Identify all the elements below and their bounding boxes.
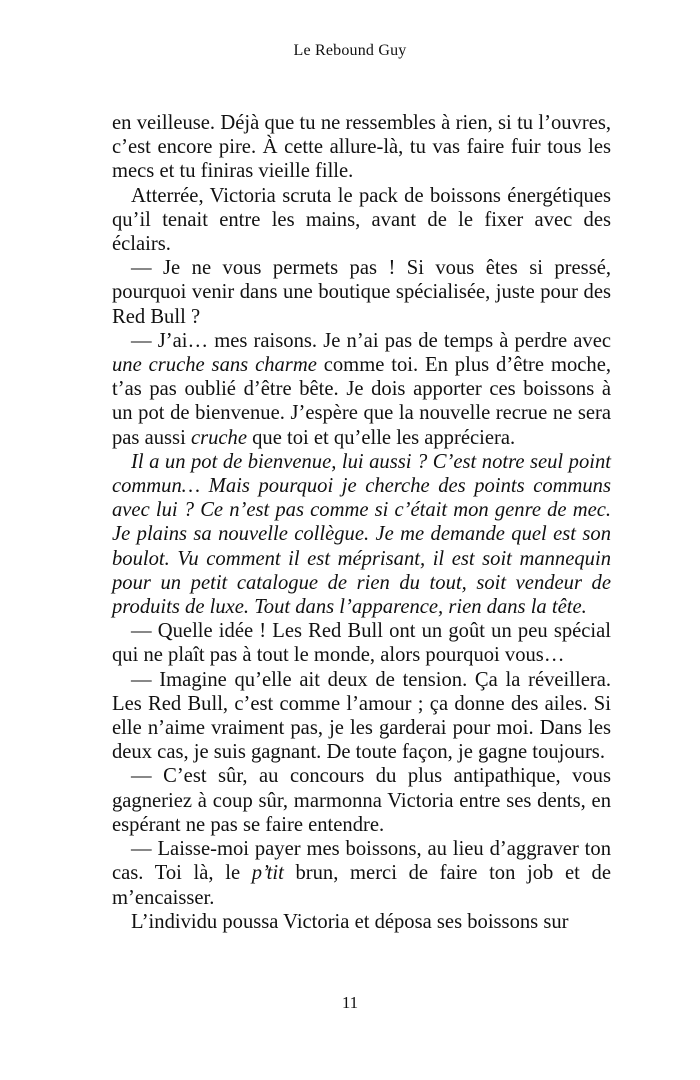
running-header: Le Rebound Guy	[293, 42, 407, 59]
italic-run: une cruche sans charme	[112, 354, 317, 377]
body-text	[112, 111, 611, 934]
paragraph: — C’est sûr, au concours du plus antipathique, vous gagneriez à coup sûr, marmonna Victoria entre ses dents, en espérant ne pas se faire entendre.	[112, 765, 611, 836]
paragraph: — Imagine qu’elle ait deux de tension. Ça la réveillera. Les Red Bull, c’est comme l’amour ; ça donne des ailes. Si elle n’aime vraiment pas, je les garderai pour moi. Dans les deux cas, je suis gagnant. De toute façon, je gagne toujours.	[112, 668, 611, 764]
text-run: que toi et qu’elle les appréciera.	[246, 426, 516, 449]
text-run: brun, merci de faire ton job et de m’encaisser.	[112, 862, 611, 909]
paragraph: en veilleuse. Déjà que tu ne ressembles à rien, si tu l’ouvres, c’est encore pire. À cette allure-là, tu vas faire fuir tous les mecs et tu finiras vieille fille.	[112, 112, 611, 183]
italic-run: cruche	[190, 426, 247, 449]
paragraph: Atterrée, Victoria scruta le pack de boissons énergétiques qu’il tenait entre les mains, avant de le fixer avec des éclairs.	[112, 184, 611, 256]
paragraph: — Je ne vous permets pas ! Si vous êtes si pressé, pourquoi venir dans une boutique spécialisée, juste pour des Red Bull ?	[112, 257, 611, 328]
italic-run: p’tit	[251, 862, 284, 885]
paragraph: L’individu poussa Victoria et déposa ses boissons sur	[131, 910, 569, 933]
paragraph: — Quelle idée ! Les Red Bull ont un goût un peu spécial qui ne plaît pas à tout le monde, alors pourquoi vous…	[112, 620, 611, 667]
paragraph	[112, 837, 611, 910]
text-run: — J’ai… mes raisons. Je n’ai pas de temps à perdre avec	[131, 329, 611, 352]
text-run: — Laisse-moi payer mes boissons, au lieu d’aggraver ton cas. Toi là, le	[112, 838, 611, 885]
paragraph	[112, 329, 611, 450]
page-number: 11	[341, 993, 359, 1012]
text-run: comme toi. En plus d’être moche, t’as pas oublié d’être bête. Je dois apporter ces boissons à un pot de bienvenue. J’espère que la nouvelle recrue ne sera pas aussi	[112, 354, 611, 449]
inner-monologue-paragraph: Il a un pot de bienvenue, lui aussi ? C’est notre seul point commun… Mais pourquoi je cherche des points communs avec lui ? Ce n’est pas comme si c’était mon genre de mec. Je plains sa nouvelle collègue. Je me demande quel est son boulot. Vu comment il est méprisant, il est soit mannequin pour un petit catalogue de rien du tout, soit vendeur de produits de luxe. Tout dans l’apparence, rien dans la tête.	[112, 450, 611, 619]
